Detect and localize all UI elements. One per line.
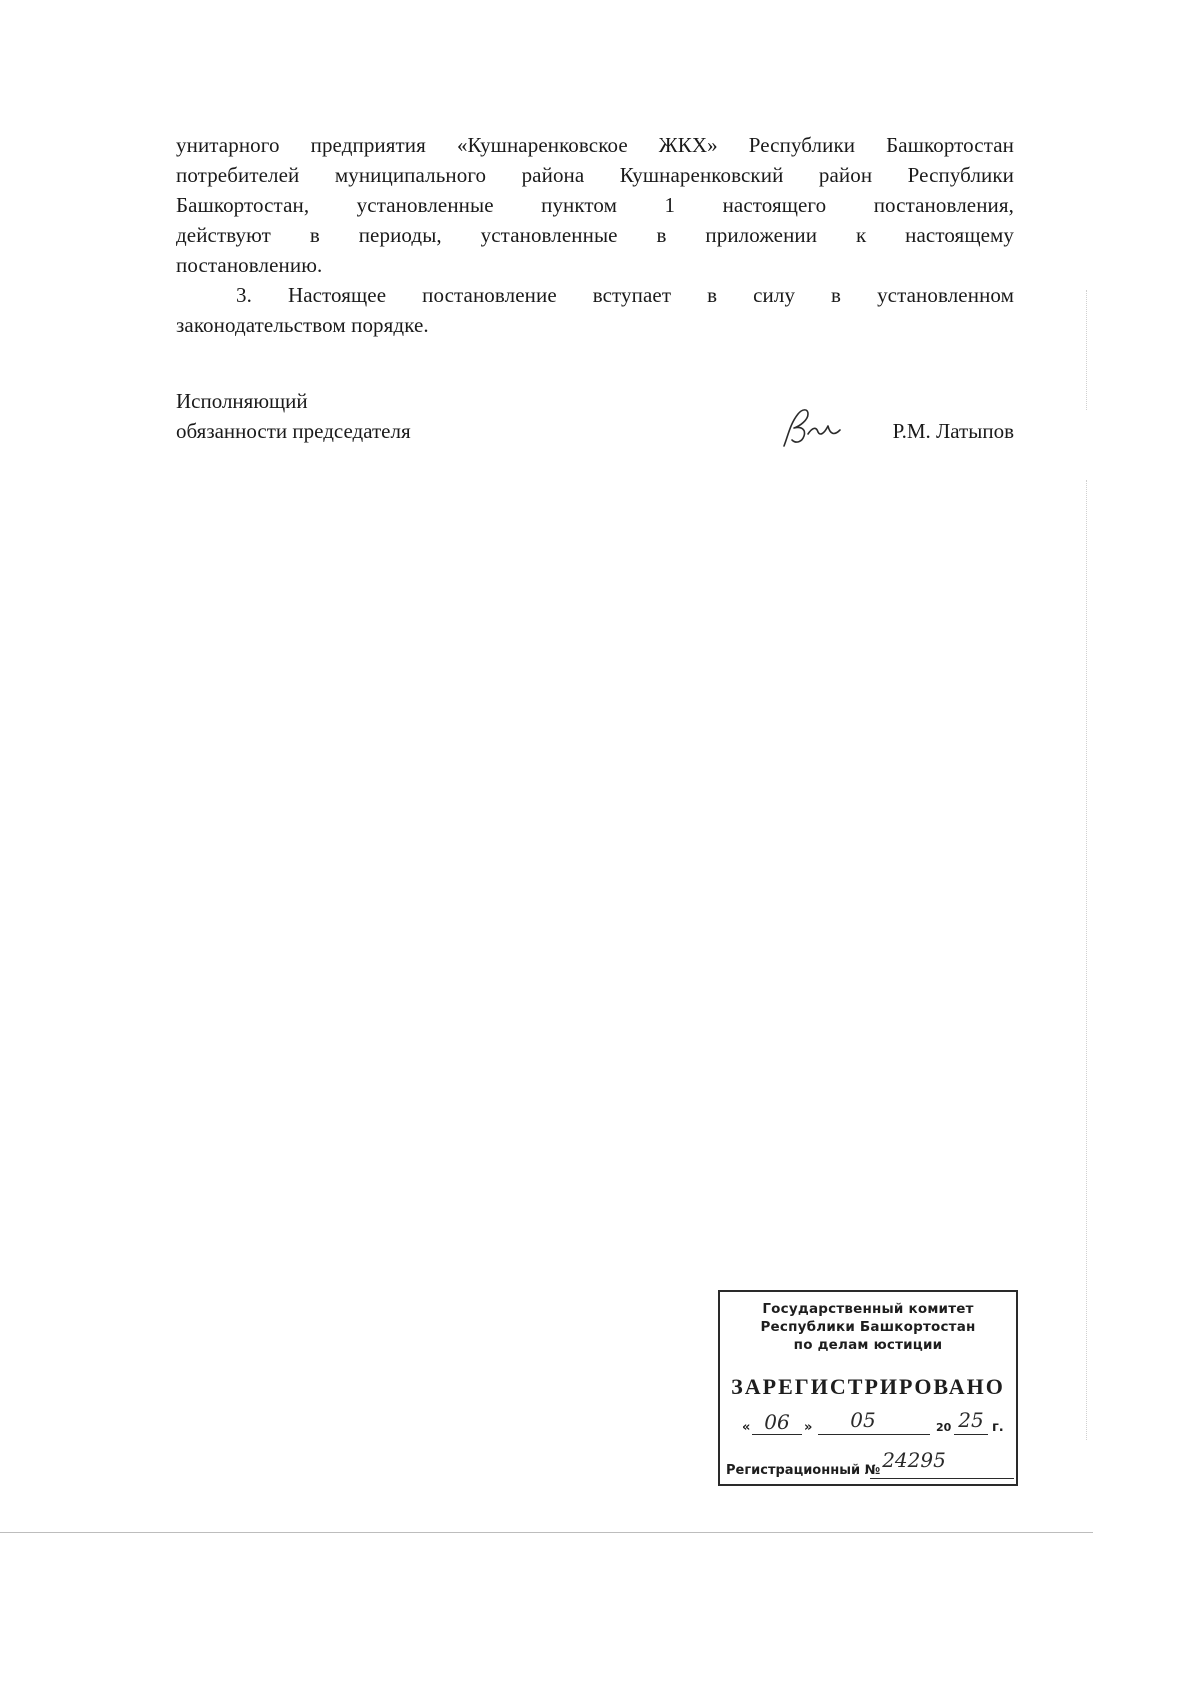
stamp-organization [720,1300,1016,1354]
handwritten-signature [778,404,848,450]
signer-title-line2: обязанности председателя [176,419,411,443]
signer-title-line1: Исполняющий [176,389,308,413]
reg-number-value: 24295 [882,1448,946,1472]
stamp-org-line: по делам юстиции [793,1337,943,1353]
text-line: потребителей муниципального района Кушнаренковский район Республики [176,163,1014,187]
scan-edge-mark [1086,290,1087,410]
date-year-unit: г. [992,1420,1004,1435]
registration-stamp [718,1290,1018,1486]
date-open-quote: « [742,1420,751,1435]
text-line: Башкортостан, установленные пунктом 1 настоящего постановления, [176,193,1014,217]
date-close-quote: » [804,1420,813,1435]
date-month: 05 [850,1408,876,1432]
date-year: 25 [958,1408,984,1432]
text-line: 3. Настоящее постановление вступает в силу в установленном [236,283,1014,307]
document-body [176,130,1014,340]
text-line: унитарного предприятия «Кушнаренковское ЖКХ» Республики Башкортостан [176,133,1014,157]
scan-edge-mark [1086,480,1087,1440]
text-line: законодательством порядке. [176,313,429,337]
text-line: постановлению. [176,253,323,277]
stamp-org-line: Республики Башкортостан [760,1319,976,1335]
scan-bottom-line [0,1532,1093,1533]
signature-block [176,386,1014,456]
stamp-org-line: Государственный комитет [762,1301,974,1317]
text-line: действуют в периоды, установленные в приложении к настоящему [176,223,1014,247]
stamp-registered-label: ЗАРЕГИСТРИРОВАНО [731,1374,1005,1399]
date-day: 06 [764,1410,790,1434]
signer-name: Р.М. Латыпов [892,419,1014,443]
reg-number-label: Регистрационный № [726,1463,881,1478]
stamp-date [742,1408,1012,1440]
date-year-prefix: 20 [936,1421,952,1434]
stamp-registration-number [724,1448,1014,1482]
